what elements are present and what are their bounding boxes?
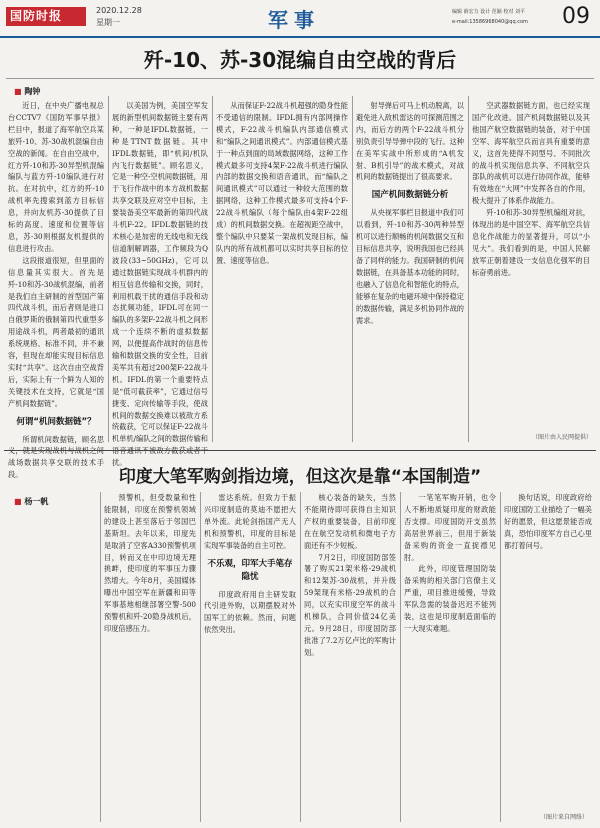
headline-divider <box>6 78 594 79</box>
issue-weekday: 星期一 <box>96 18 120 27</box>
subheading: 国产机间数据链分析 <box>371 190 449 201</box>
column-divider <box>352 96 353 442</box>
paragraph: 换句话说，印度政府给印度国防工业描绘了一幅美好的愿景，但这愿景能否成真，恐怕印度军方自己心里都打着问号。 <box>504 493 592 550</box>
masthead-logo: 国防时报 <box>6 7 86 26</box>
column-divider <box>108 96 109 442</box>
issue-date: 2020.12.28 <box>96 6 142 15</box>
contact-email: e-mail:13586968040@qq.com <box>452 19 528 25</box>
article2-column-4 <box>304 492 396 822</box>
article1-column-1 <box>8 100 104 480</box>
paragraph: 所谓机间数据链，顾名思 战场数据共享交联的技术手段。 <box>8 434 104 480</box>
paragraph: 近日，在中央广播电视总台CCTV7《国防军事早报》栏目中，报道了海军航空兵某旅歼-10、苏-30战机混编自由空战的新闻。在自由空战中，红方歼-10和苏-30异型机混编编队与蓝方歼-10编队进行对抗。在对抗中，红方的歼-10战机率先搜索到蓝方目标信息，并向友机苏-30提供了目标的高度、速度和位置等信息，苏-30则根据友机提供的信息进行攻击。 <box>8 101 104 253</box>
paragraph: 从央视军事栏目报道中我们可以看到，歼-10和苏-30两种异型机可以进行顺畅的机间数据交互和目标信息共享，说明我国也已经具备了同样的能力。我国研制的机间数据链，在具备基本功能的同时，也融入了信息化和智能化的特点，能够在复杂的电磁环境中保持稳定的数据传输，满足多机协同作战的需求。 <box>356 208 464 325</box>
photo-credit: （图片由人民网提供） <box>532 434 593 441</box>
paragraph: 歼-10和苏-30异型机编组对抗，体现出的是中国空军、海军航空兵信息化作战能力的显著提升，可以“小见大”。我们看到的是，中国人民解放军正朝着建设一支信息化强军的目标奋勇前进。 <box>472 208 590 277</box>
article2-column-5 <box>404 492 496 822</box>
paragraph: 此外，印度管理国防装备采购的相关部门官僚主义严重，项目推进缓慢，导致军队急需的装备迟迟不能列装，这也是印度制造面临的一大现实难题。 <box>404 564 496 633</box>
paragraph: 空武器数据链方面，也已经实现国产化改进。国产机间数据链以及其他国产航空数据链的装备，对于中国空军、海军航空兵而言具有重要的意义，这首先使得不同型号、不同批次的战斗机实现信息共享、不同航空兵部队的战机可以进行协同作战，能够有效地在“大网”中发挥各自的作用，极大提升了体系作战能力。 <box>472 101 590 206</box>
page-number: 09 <box>562 4 590 29</box>
header-rule <box>0 36 600 38</box>
article1-column-2 <box>112 100 208 468</box>
paragraph: 这段报道很短，但里面的信息量其实很大。首先是歼-10和苏-30战机混编，前者是我们自主研制的首型国产第四代战斗机，而后者则是进口自俄罗斯的俄制第四代重型多用途战斗机，两者最初的通讯系统规格、标准不同，并不兼容，但现在却能实现目标信息实时“共享”。这次自由空战背后，实际上有一个鲜为人知的关键技术在支持，它就是“国产机间数据链”。 <box>8 255 104 408</box>
photo-credit: （图片来自网络） <box>540 814 589 821</box>
paragraph: 预警机，但受数量和性能限制，印度在预警机领域的建设上甚至落后于邻国巴基斯坦。去年以来，印度先是取消了空客A330预警机项目，转而又在中印边境无理挑衅，使印度的军事压力骤然增大。今年8月，美国媒体曝出中国空军在新疆和田等军事基地相继部署空警-500预警机和歼-20隐身战机后，印度倍感压力。 <box>104 493 196 633</box>
article2-column-1 <box>8 512 96 822</box>
article1-headline: 歼-10、苏-30混编自由空战的背后 <box>143 48 457 72</box>
article2-byline: ■ 杨一帆 <box>14 496 48 507</box>
paragraph: 射导弹后可马上机动脱离，以避免进入敌机雷达的可探测范围之内，而后方的两个F-22战斗机分别负责引导导弹中段的飞行。这种在美军实战中所形成的“A机发射、B机引导”的战术模式，对战机间的数据链提出了很高要求。 <box>356 101 464 182</box>
paragraph: 7月2日，印度国防部签署了购买21架米格-29战机和12架苏-30战机，并升级59架现有米格-29战机的合同，以充实印度空军的战斗机梯队，合同价值24亿美元。9月28日，印度国防部批准了7.2万亿卢比的军购计划。 <box>304 552 396 657</box>
subheading: 何谓“机间数据链”？ <box>16 416 96 427</box>
column-divider <box>100 492 101 822</box>
paragraph: 雷达系统。但致力于振兴印度制造的莫迪不愿把大单外流。此轮剑指国产无人机和预警机，印度的目标是实现军事装备的自主可控。 <box>204 493 296 550</box>
article2-column-6 <box>504 492 592 810</box>
article2-column-3 <box>204 492 296 822</box>
column-divider <box>400 492 401 822</box>
subheading: 不乐观，印军大手笔存隐忧 <box>207 558 293 582</box>
article2-headline: 印度大笔军购剑指边境，但这次是靠“本国制造” <box>118 467 482 487</box>
article2-column-2 <box>104 492 196 822</box>
section-title: 军事 <box>268 8 320 32</box>
page-header <box>0 0 600 38</box>
article1-byline: ■ 陶钟 <box>14 86 40 97</box>
article1-column-5 <box>472 100 590 426</box>
paragraph: 从而保证F-22战斗机超强的隐身性能不受通信的限制。IFDL拥有内部网操作模式，F-22战斗机编队内部通信模式和“编队之间通讯模式”。内部通信模式基于一种点到面的局域数据网络，这种工作模式最多可支持4架F-22战斗机进行编队内部的数据交换和语音通讯，而“编队之间通讯模式”可以通过一种较大范围的数据网络，这种工作模式最多可支持4个F-22战斗机编队（每个编队由4架F-22组成）的机间数据交换。在超视距空战中，整个编队中只要某一架战机发现目标，编队内的所有战机都可以实时共享目标的位置、速度等信息。 <box>216 101 348 265</box>
paragraph: 一笔笔军购开销，也令人不断地质疑印度的财政能否支撑。印度国防开支虽然高居世界前三，但用于新装备采购的资金一直捉襟见肘。 <box>404 493 496 562</box>
paragraph: 以美国为例，美国空军发展的新型机间数据链主要有两种，一种是IFDL数据链，一种是TTNT数据链。其中IFDL数据链，即“机间/机队内飞行数据链”。顾名思义，它是一种空-空机间数据链，用于飞行作战中的本方战机数据共享交联及应对空中目标，主要装备美空军最新的第四代战斗机F-22。IFDL数据链的技术核心是加密的无线电和无线信道制解调器，工作频段为Q波段(33~50GHz)，它可以通过数据链实现战斗机群内的相互信息传输和交换，同时，利用机载干扰的通信手段和动态扰频功能，IFDL可在同一编队的多架F-22战斗机之间形成一个连续不断的虚拟数据网，以便提高作战时的信息传输和数据交换的安全性，目前美军共有超过200架F-22战斗机。IFDL的第一个重要特点是“低可截获率”，它通过信号捷变、定向传输等手段，使战机间的数据交换难以被敌方系统截获，它可以保证F-22战斗机单机/编队之间的数据传输和 扰。 <box>112 101 208 468</box>
paragraph: 核心装备的缺失，当然不能期待即可获得自主知识产权的重要装备，目前印度在在航空发动机和微电子方面还有不少短板。 <box>304 493 396 550</box>
column-divider <box>200 492 201 822</box>
article1-column-3 <box>216 100 348 438</box>
paragraph: 印度政府用自主研发取代引进外购，以期摆脱对外国军工的依赖。然而，问题依然突出。 <box>204 589 296 635</box>
editor-credits: 编辑 薛宏力 设计 范颖 校对 刘平 <box>452 9 525 15</box>
article-separator <box>4 450 596 451</box>
column-divider <box>212 96 213 442</box>
article1-column-4 <box>356 100 464 438</box>
column-divider <box>468 96 469 442</box>
column-divider <box>500 492 501 822</box>
column-divider <box>300 492 301 822</box>
